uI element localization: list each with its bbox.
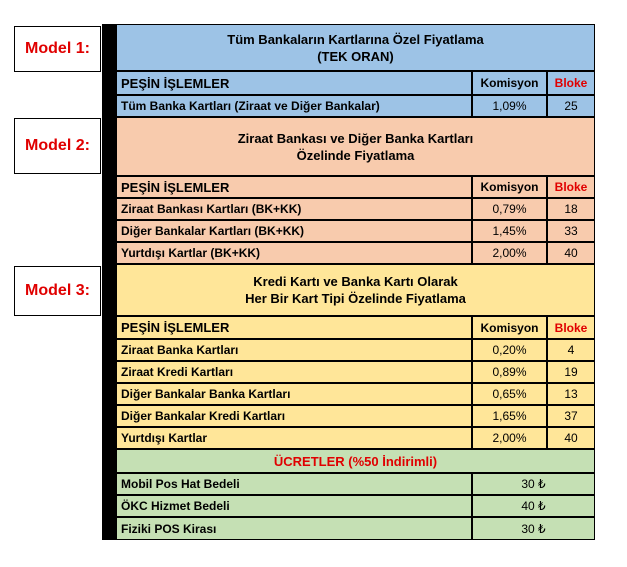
model-3-row-4-name: Diğer Bankalar Kredi Kartları <box>116 405 472 427</box>
model-1-col-transactions: PEŞİN İŞLEMLER <box>116 71 472 95</box>
fee-row-3-name: Fiziki POS Kirası <box>116 517 472 540</box>
model-3-row-2-block: 19 <box>547 361 595 383</box>
model-3-col-transactions: PEŞİN İŞLEMLER <box>116 316 472 339</box>
model-2-row-3-commission: 2,00% <box>472 242 547 264</box>
model-3-row-4-block: 37 <box>547 405 595 427</box>
model-1-row-block: 25 <box>547 95 595 117</box>
model-2-col-transactions: PEŞİN İŞLEMLER <box>116 176 472 198</box>
model-3-row-3-block: 13 <box>547 383 595 405</box>
model-3-header <box>116 264 595 316</box>
model-2-title-line1: Ziraat Bankası ve Diğer Banka Kartları <box>237 130 474 146</box>
model-2-row-2-commission: 1,45% <box>472 220 547 242</box>
model-3-row-1-name: Ziraat Banka Kartları <box>116 339 472 361</box>
model-2-row-2-name: Diğer Bankalar Kartları (BK+KK) <box>116 220 472 242</box>
model-2-col-commission: Komisyon <box>472 176 547 198</box>
model-1-row-commission: 1,09% <box>472 95 547 117</box>
fee-row-1-value: 30 ₺ <box>472 473 595 495</box>
model-3-row-5-commission: 2,00% <box>472 427 547 449</box>
model-1-col-block: Bloke <box>547 71 595 95</box>
model-3-row-5-name: Yurtdışı Kartlar <box>116 427 472 449</box>
model-2-row-1-block: 18 <box>547 198 595 220</box>
fee-row-1-name: Mobil Pos Hat Bedeli <box>116 473 472 495</box>
fee-row-2-value: 40 ₺ <box>472 495 595 517</box>
model-1-col-commission: Komisyon <box>472 71 547 95</box>
model-3-row-3-name: Diğer Bankalar Banka Kartları <box>116 383 472 405</box>
model-3-row-1-block: 4 <box>547 339 595 361</box>
model-2-header <box>116 117 595 176</box>
model-2-title-line2: Özelinde Fiyatlama <box>296 147 415 163</box>
model-3-row-1-commission: 0,20% <box>472 339 547 361</box>
model-2-row-3-block: 40 <box>547 242 595 264</box>
fee-row-3-value: 30 ₺ <box>472 517 595 540</box>
model-2-row-3-name: Yurtdışı Kartlar (BK+KK) <box>116 242 472 264</box>
fees-title: ÜCRETLER (%50 İndirimli) <box>116 449 595 473</box>
model-1-title-line1: Tüm Bankaların Kartlarına Özel Fiyatlama <box>227 31 484 47</box>
model-3-row-5-block: 40 <box>547 427 595 449</box>
model-3-col-commission: Komisyon <box>472 316 547 339</box>
model-3-label: Model 3: <box>14 266 101 316</box>
model-1-label: Model 1: <box>14 26 101 72</box>
model-1-header <box>116 24 595 71</box>
model-2-row-2-block: 33 <box>547 220 595 242</box>
model-2-row-1-name: Ziraat Bankası Kartları (BK+KK) <box>116 198 472 220</box>
model-2-col-block: Bloke <box>547 176 595 198</box>
model-1-title-line2: (TEK ORAN) <box>317 48 394 64</box>
model-3-row-2-commission: 0,89% <box>472 361 547 383</box>
model-3-row-4-commission: 1,65% <box>472 405 547 427</box>
model-3-row-3-commission: 0,65% <box>472 383 547 405</box>
model-3-title-line1: Kredi Kartı ve Banka Kartı Olarak <box>253 274 458 289</box>
model-2-label: Model 2: <box>14 118 101 174</box>
black-side-bar <box>102 24 116 540</box>
model-1-row-name: Tüm Banka Kartları (Ziraat ve Diğer Bankalar) <box>116 95 472 117</box>
model-3-row-2-name: Ziraat Kredi Kartları <box>116 361 472 383</box>
model-2-row-1-commission: 0,79% <box>472 198 547 220</box>
fee-row-2-name: ÖKC Hizmet Bedeli <box>116 495 472 517</box>
model-3-col-block: Bloke <box>547 316 595 339</box>
model-3-title-line2: Her Bir Kart Tipi Özelinde Fiyatlama <box>245 291 466 306</box>
